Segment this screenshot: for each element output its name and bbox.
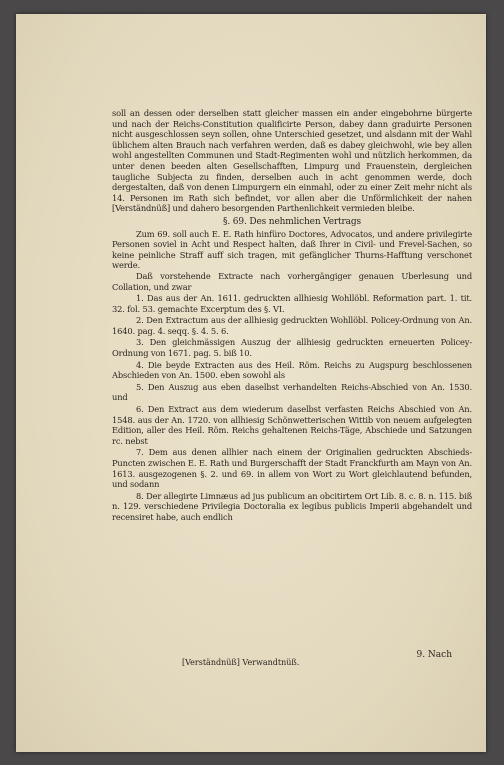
paragraph-extracts: Daß vorstehende Extracte nach vorhergängiger genauen Uberlesung und Collation, und zwar [112,270,472,292]
list-item-3: 3. Den gleichmässigen Auszug der allhiesig gedruckten erneuerten Policey-Ordnung von 1671. pag. 5. biß 10. [112,337,472,359]
list-item-7: 7. Dem aus denen allhier nach einem der Originalien gedruckten Abschieds-Puncten zwischen E. E. Rath und Burgerschafft der Stadt Franckfurth am Mayn von An. 1613. ausgezogenen §. 2. und 69. in allem von Wort zu Wort gleichlautend befunden, und sodann [112,447,472,490]
list-item-4: 4. Die beyde Extracten aus des Heil. Röm. Reichs zu Augspurg beschlossenen Abschieden von An. 1500. eben sowohl als [112,359,472,381]
list-item-8: 8. Der allegirte Limnæus ad jus publicum an obcitirtem Ort Lib. 8. c. 8. n. 115. biß n. 129. verschiedene Privilegia Doctoralia ex legibus publicis Imperii abgehandelt und recensiret habe, auch endlich [112,490,472,522]
list-item-5: 5. Den Auszug aus eben daselbst verhandelten Reichs-Abschied von An. 1530. und [112,381,472,403]
list-item-6: 6. Den Extract aus dem wiederum daselbst verfasten Reichs Abschied von An. 1548. aus der An. 1720. von allhiesig Schönwetterischen Wittib von neuem aufgelegten Edition, aller des Heil. Röm. Reichs gehaltenen Reichs-Täge, Abschiede und Satzungen rc. nebst [112,404,472,446]
footer-next-word: 9. Nach [416,650,452,660]
section-heading: §. 69. Des nehmlichen Vertrags [223,216,361,227]
footer-catchword: [Verständnüß] Verwandtnüß. [182,658,300,667]
list-item-2: 2. Den Extractum aus der allhiesig gedruckten Wohllöbl. Policey-Ordnung von An. 1640. pag. 4. seqq. §. 4. 5. 6. [112,315,472,336]
document-page [16,14,486,752]
paragraph-intro: soll an dessen oder derselben statt gleicher massen ein ander eingebohrne bürgerte und nach der Reichs-Constitution qualificirte Person, dabey dann graduirte Personen nicht ausgeschlossen seyn sollen, ohne Unterschied gesetzet, und alsdann mit der Wahl üblichem alten Brauch nach verfahren werden, daß es dabey gleichwohl, wie bey allen wohl angestellten Communen und Stadt-Regimenten wohl und nützlich herkommen, da unter denen beeden alten Gesellschafften, Limpurg und Frauenstein, dergleichen taugliche Subjecta zu finden, derselben auch in acht genommen werde, doch dergestalten, daß von denen Limpurgern ein einmahl, oder zu einer Zeit mehr nicht als 14. Personen im Rath sich befindet, vor allen aber die Unförmlichkeit der nahen [Verständnüß] und dahero besorgenden Parthenlichkeit vermieden bleibe. [112,108,472,214]
page-footer [96,650,456,672]
document-text [112,108,472,523]
paragraph-69: Zum 69. soll auch E. E. Rath hinfüro Doctores, Advocatos, und andere privilegirte Personen soviel in Acht und Respect halten, daß Ihrer in Civil- und Frevel-Sachen, so keine peinliche Straff auff sich tragen, mit gefänglicher Thurns-Hafftung verschonet werde. [112,228,472,271]
list-item-1: 1. Das aus der An. 1611. gedruckten allhiesig Wohllöbl. Reformation part. 1. tit. 32. fol. 53. gemachte Excerptum des §. VI. [112,293,472,314]
